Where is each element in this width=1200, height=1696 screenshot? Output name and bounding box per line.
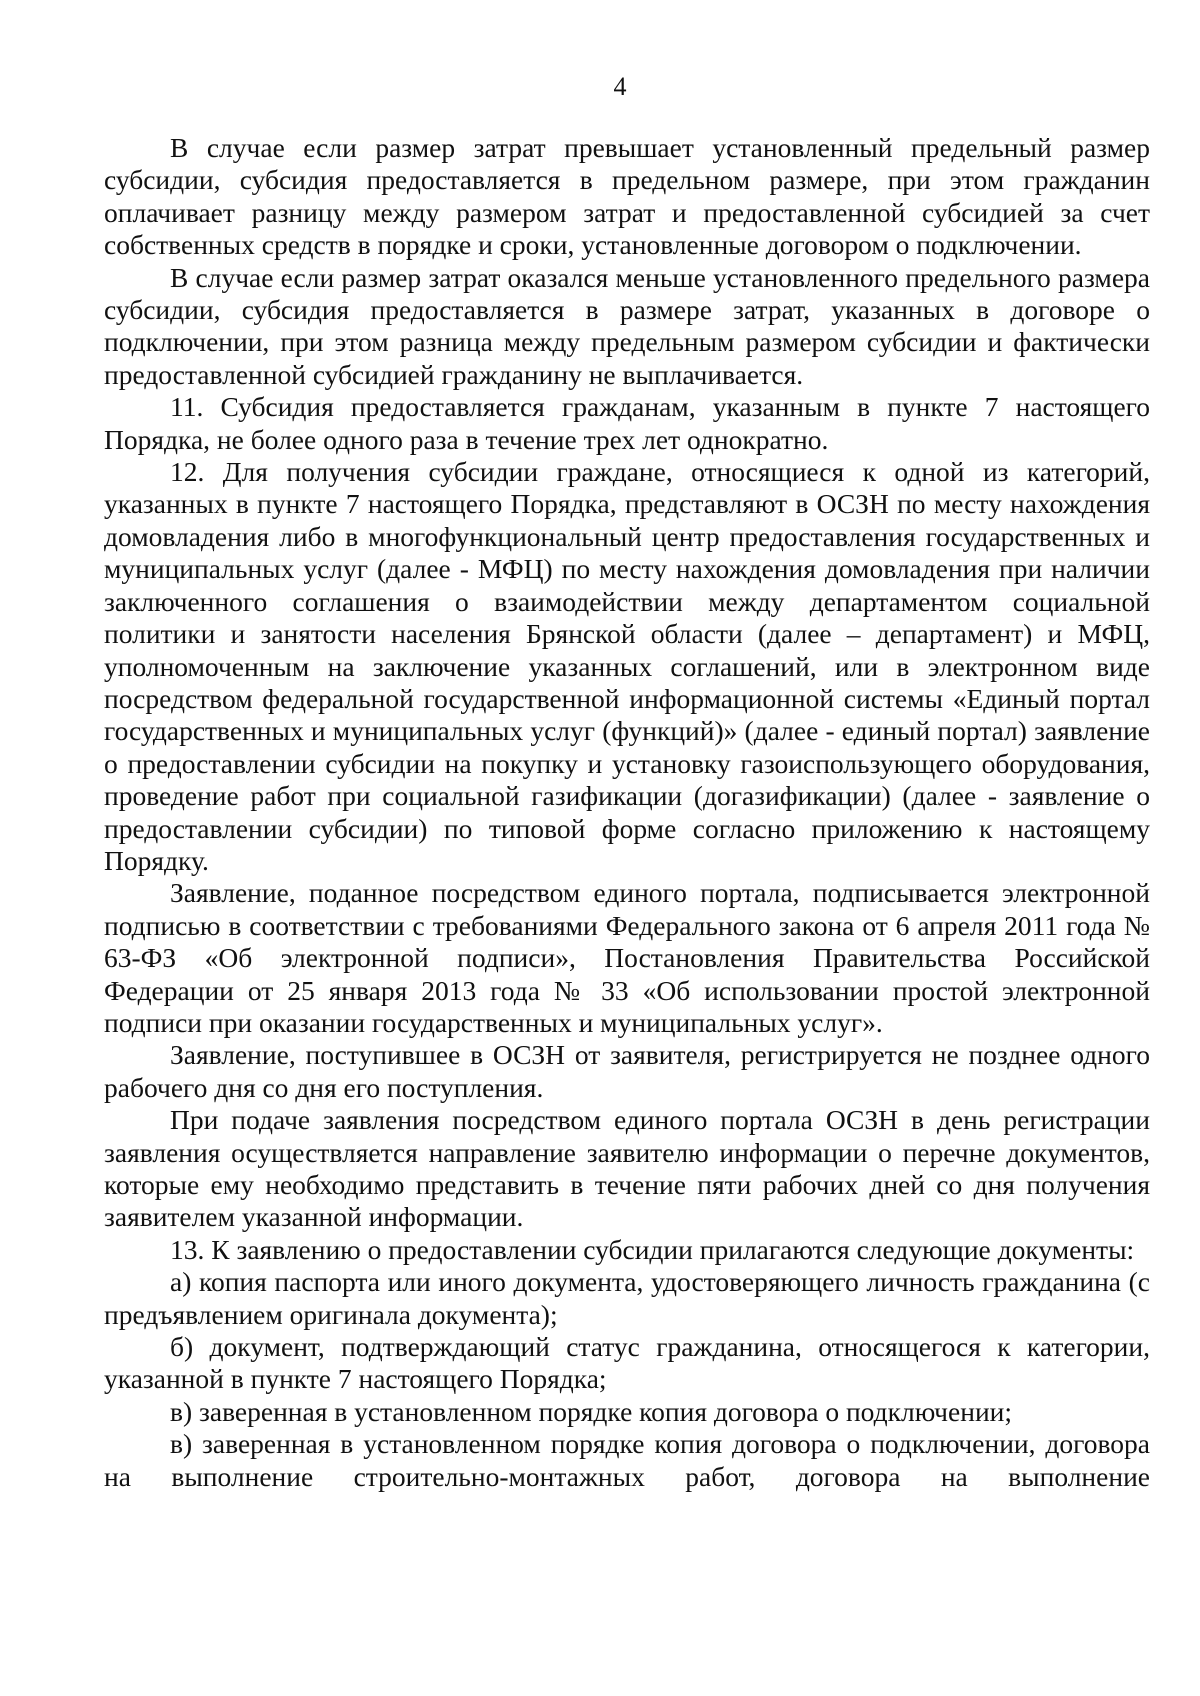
list-item-a: а) копия паспорта или иного документа, удостоверяющего личность гражданина (с предъявлением оригинала документа);	[104, 1266, 1150, 1330]
paragraph-item-11: 11. Субсидия предоставляется гражданам, указанным в пункте 7 настоящего Порядка, не более одного раза в течение трех лет однократно.	[104, 391, 1150, 455]
list-item-v-second: в) заверенная в установленном порядке копия договора о подключении, договора на выполнение строительно-монтажных работ, договора на выполнение	[104, 1428, 1150, 1492]
document-body	[104, 132, 1150, 1493]
paragraph-subsidy-shortfall: В случае если размер затрат оказался меньше установленного предельного размера субсидии, субсидия предоставляется в размере затрат, указанных в договоре о подключении, при этом разница между предельным размером субсидии и фактически предоставленной субсидией гражданину не выплачивается.	[104, 261, 1150, 390]
page-number: 4	[613, 72, 627, 101]
list-item-v-first: в) заверенная в установленном порядке копия договора о подключении;	[170, 1395, 1013, 1427]
paragraph-item-13: 13. К заявлению о предоставлении субсидии прилагаются следующие документы:	[170, 1233, 1135, 1265]
paragraph-item-12: 12. Для получения субсидии граждане, относящиеся к одной из категорий, указанных в пункте 7 настоящего Порядка, представляют в ОСЗН по месту нахождения домовладения либо в многофункциональный центр предоставления государственных и муниципальных услуг (далее - МФЦ) по месту нахождения домовладения при наличии заключенного соглашения о взаимодействии между департаментом социальной политики и занятости населения Брянской области (далее – департамент) и МФЦ, уполномоченным на заключение указанных соглашений, или в электронном виде посредством федеральной государственной информационной системы «Единый портал государственных и муниципальных услуг (функций)» (далее - единый портал) заявление о предоставлении субсидии на покупку и установку газоиспользующего оборудования, проведение работ при социальной газификации (догазификации) (далее - заявление о предоставлении субсидии) по типовой форме согласно приложению к настоящему Порядку.	[104, 456, 1150, 876]
paragraph-electronic-signature: Заявление, поданное посредством единого портала, подписывается электронной подписью в соответствии с требованиями Федерального закона от 6 апреля 2011 года № 63-ФЗ «Об электронной подписи», Постановления Правительства Российской Федерации от 25 января 2013 года № 33 «Об использовании простой электронной подписи при оказании государственных и муниципальных услуг».	[104, 877, 1150, 1038]
paragraph-subsidy-excess: В случае если размер затрат превышает установленный предельный размер субсидии, субсидия предоставляется в предельном размере, при этом гражданин оплачивает разницу между размером затрат и предоставленной субсидией за счет собственных средств в порядке и сроки, установленные договором о подключении.	[104, 132, 1150, 261]
paragraph-registration: Заявление, поступившее в ОСЗН от заявителя, регистрируется не позднее одного рабочего дня со дня его поступления.	[104, 1039, 1150, 1103]
paragraph-portal-submission: При подаче заявления посредством единого портала ОСЗН в день регистрации заявления осуществляется направление заявителю информации о перечне документов, которые ему необходимо представить в течение пяти рабочих дней со дня получения заявителем указанной информации.	[104, 1104, 1150, 1233]
list-item-b: б) документ, подтверждающий статус гражданина, относящегося к категории, указанной в пункте 7 настоящего Порядка;	[104, 1331, 1150, 1395]
